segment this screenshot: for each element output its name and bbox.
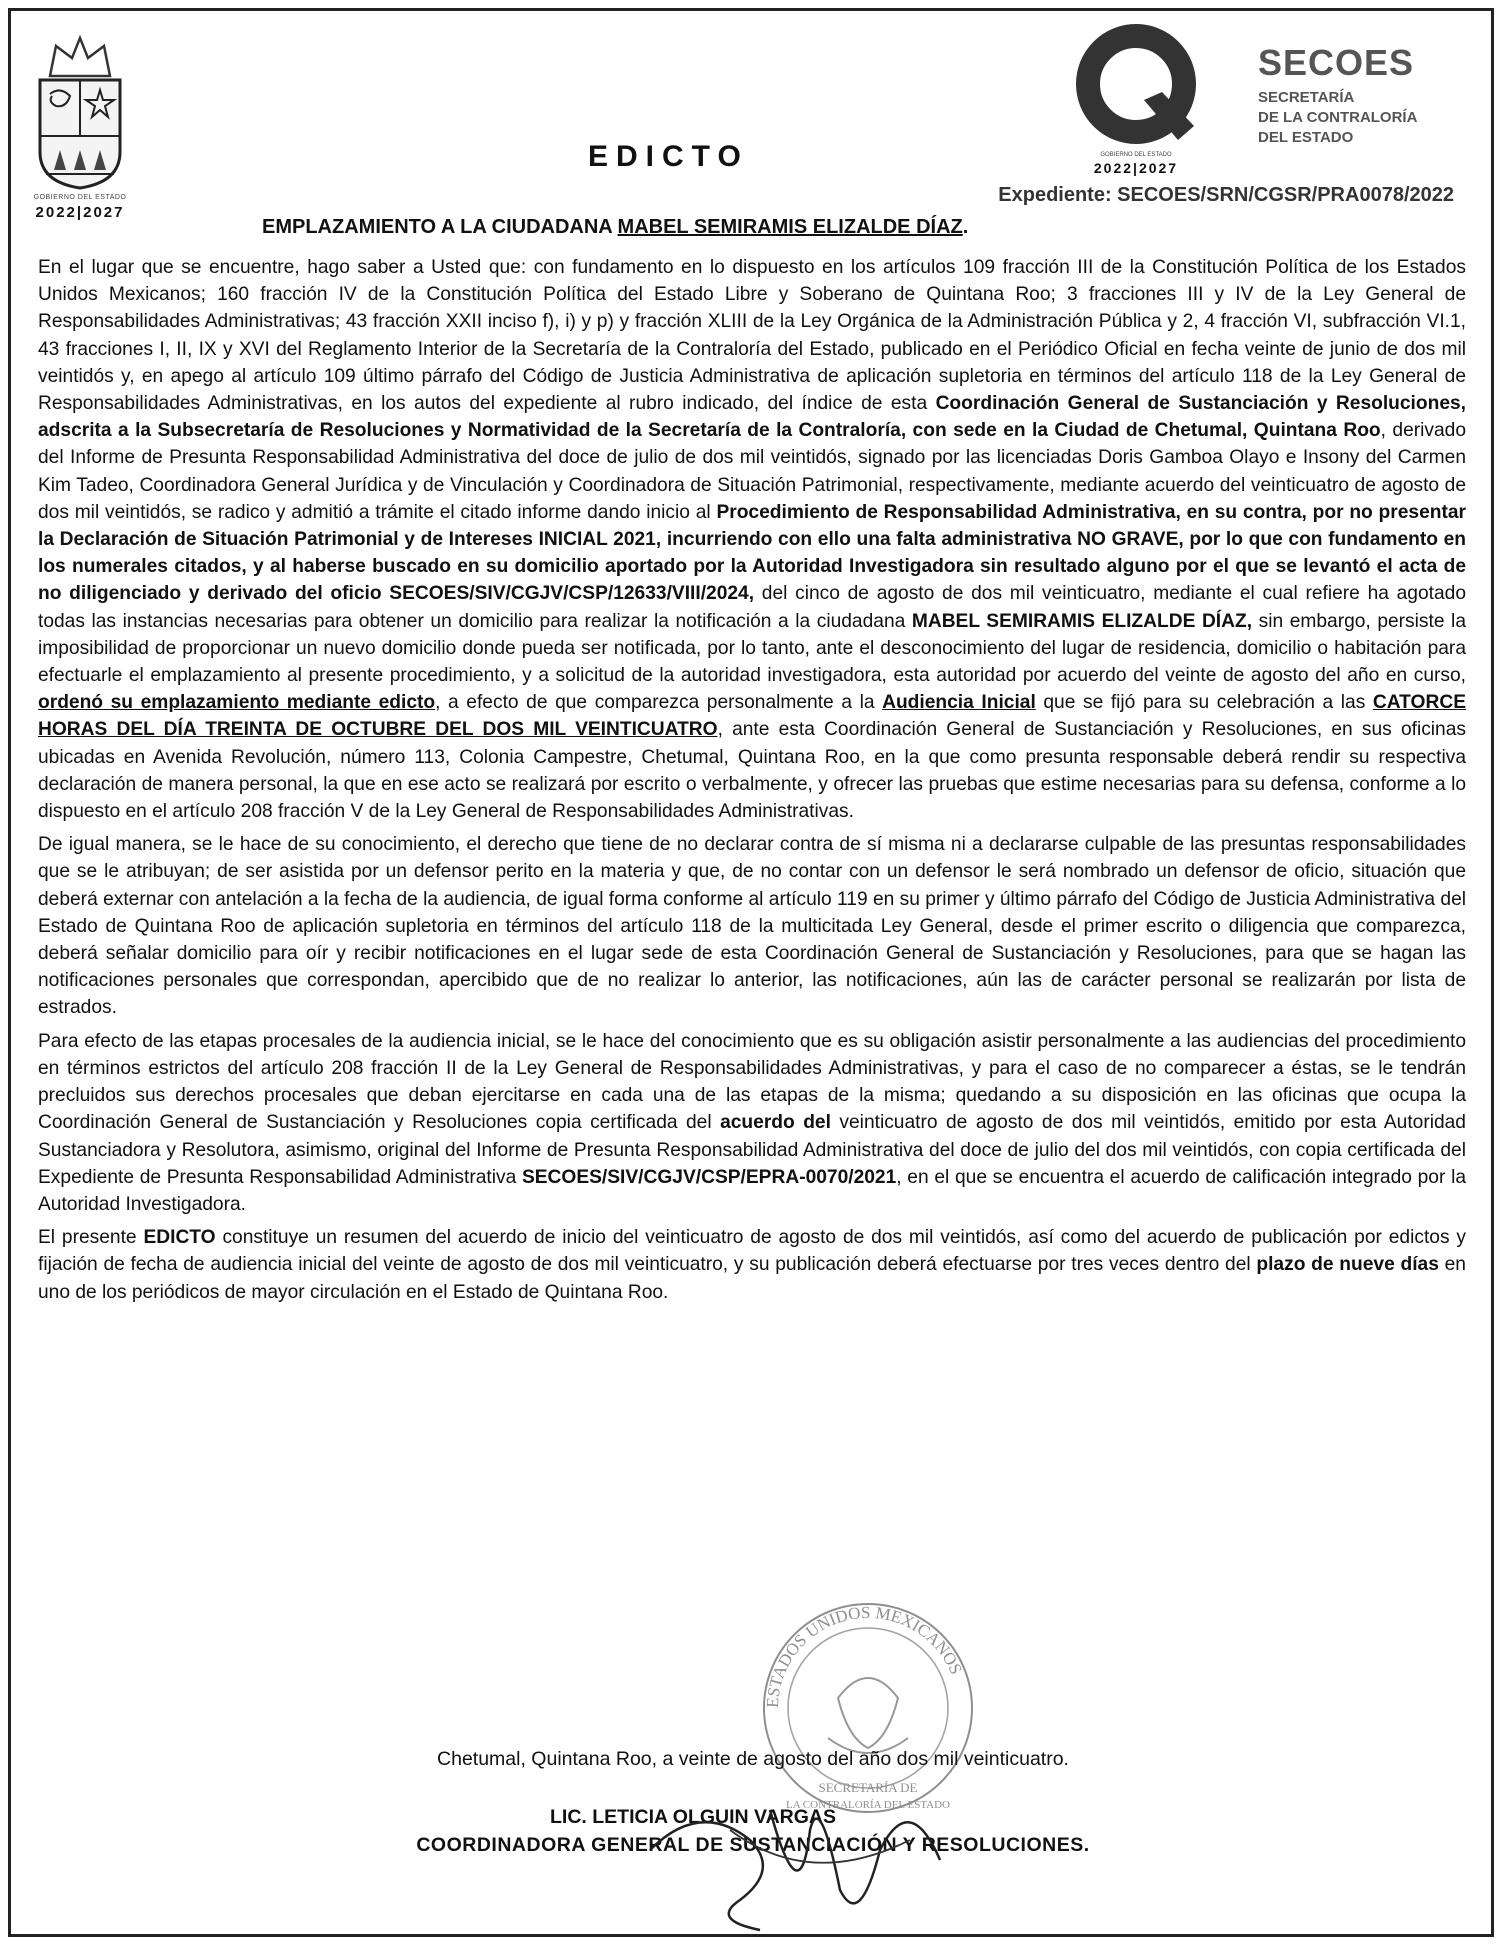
brand-line-2: DE LA CONTRALORÍA [1258, 109, 1418, 126]
p1-text: del cinco de agosto de dos mil veinticuatro, mediante el cual refiere ha agotado todas las instancias necesarias para obtener un domicilio para realizar la notificación a la ciudadana [38, 583, 1466, 632]
svg-text:ESTADOS UNIDOS MEXICANOS [763, 1603, 966, 1708]
p1-bold-office: Coordinación General de Sustanciación y Resoluciones, adscrita a la Subsecretaría de Resoluciones y Normatividad de la Secretaría de la Contraloría, con sede en la Ciudad de Chetumal, Quintana Roo [38, 393, 1467, 442]
state-coat-of-arms-logo [26, 32, 134, 232]
p1-text: , derivado del Informe de Presunta Responsabilidad Administrativa del doce de julio de dos mil veintidós, signado por las licenciadas Doris Gamboa Olayo e Insony del Carmen Kim Tadeo, Coordinadora General Jurídica y de Vinculación y Coordinadora de Situación Patrimonial, respectivamente, mediante acuerdo del veinticuatro de agosto de dos mil veintidós, se radico y admitió a trámite el citado informe dando inicio al [38, 420, 1466, 523]
p1-text: En el lugar que se encuentre, hago saber a Usted que: con fundamento en lo dispuesto en los artículos 109 fracción III de la Constitución Política de los Estados Unidos Mexicanos; 160 fracción IV de la Constitución Política del Estado Libre y Soberano de Quintana Roo; 3 fracciones III y IV de la Ley General de Responsabilidades Administrativas; 43 fracción XXII inciso f), i) y p) y fracción XLIII de la Ley Orgánica de la Administración Pública y 2, 4 fracción VI, subfracción VI.1, 43 fracciones I, II, IX y XVI del Reglamento Interior de la Secretaría de la Contraloría del Estado, publicado en el Periódico Oficial en fecha veinte de junio de dos mil veintidós y, en apego al artículo 109 último párrafo del Código de Justicia Administrativa de aplicación supletoria en términos del artículo 118 de la Ley General de Responsabilidades Administrativas, en los autos del expediente al rubro indicado, del índice de esta [38, 257, 1466, 415]
paragraph-2: De igual manera, se le hace de su conocimiento, el derecho que tiene de no declarar contra de sí misma ni a declararse culpable de las presuntas responsabilidades que se le atribuyan; de ser asistida por un defensor perito en la materia y que, de no contar con un defensor le será nombrado un defensor de oficio, situación que deberá externar con antelación a la fecha de la audiencia, de igual forma conforme al artículo 119 en su primer y último párrafo del Código de Justicia Administrativa del Estado de Quintana Roo de aplicación supletoria en términos del artículo 118 de la multicitada Ley General, desde el primer escrito o diligencia que comparezca, deberá señalar domicilio para oír y recibir notificaciones en el lugar sede de esta Coordinación General de Sustanciación y Resoluciones, para que se hagan las notificaciones personales que correspondan, apercibido que de no realizar lo anterior, las notificaciones, aún las de carácter personal se realizarán por lista de estrados. [38, 834, 1466, 1019]
p1-text: , ante esta Coordinación General de Sustanciación y Resoluciones, en sus oficinas ubicadas en Avenida Revolución, número 113, Colonia Campestre, Chetumal, Quintana Roo, en la que como presunta responsable deberá rendir su respectiva declaración de manera personal, la que en ese acto se realizará por escrito o verbalmente, y ofrecer las pruebas que estime necesarias para su defensa, conforme a lo dispuesto en el artículo 208 fracción V de la Ley General de Responsabilidades Administrativas. [38, 719, 1466, 823]
brand-name: SECOES [1258, 42, 1415, 83]
heading-suffix: . [962, 216, 969, 238]
signatory-name: LIC. LETICIA OLGUIN VARGAS [550, 1806, 836, 1828]
heading-citizen-name: MABEL SEMIRAMIS ELIZALDE DÍAZ [617, 216, 963, 238]
government-q-logo [1066, 22, 1206, 176]
p3-bold: acuerdo del [720, 1112, 831, 1134]
seal-bottom-text: LA CONTRALORÍA DEL ESTADO [785, 1799, 951, 1811]
left-logo-tagline: GOBIERNO DEL ESTADO [33, 194, 127, 201]
brand-line-3: DEL ESTADO [1258, 129, 1354, 146]
p1-underlined-datetime: CATORCE HORAS DEL DÍA TREINTA DE OCTUBRE DEL DOS MIL VEINTICUATRO [38, 692, 1466, 741]
left-logo-year: 2022|2027 [35, 204, 125, 221]
paragraph-3 [38, 1028, 1466, 1218]
seal-mid-text: SECRETARÍA DE [818, 1780, 918, 1795]
heading-prefix: EMPLAZAMIENTO A LA CIUDADANA [262, 216, 618, 238]
paragraph-4 [38, 1224, 1466, 1306]
p4-text: constituye un resumen del acuerdo de inicio del veinticuatro de agosto de dos mil veintidós, así como del acuerdo de publicación por edictos y fijación de fecha de audiencia inicial del veinte de agosto de dos mil veinticuatro, y su publicación deberá efectuarse por tres veces dentro del [38, 1227, 1466, 1276]
q-logo-tagline: GOBIERNO DEL ESTADO [1100, 152, 1172, 158]
p4-bold-term: plazo de nueve días [1256, 1254, 1439, 1276]
coat-of-arms-icon [26, 32, 134, 192]
p1-text: , a efecto de que comparezca personalmente a la [435, 692, 883, 714]
p1-text: que se fijó para su celebración a las [1035, 692, 1373, 714]
summons-heading [262, 216, 968, 239]
p3-text: Para efecto de las etapas procesales de la audiencia inicial, se le hace del conocimiento que es su obligación asistir personalmente a las audiencias del procedimiento en términos estrictos del artículo 208 fracción II de la Ley General de Responsabilidades Administrativas, y para el caso de no comparecer a éstas, se le tendrán precluidos sus derechos procesales que deban ejercitarse en cada una de las etapas de la misma; quedando a su disposición en las oficinas que ocupa la Coordinación General de Sustanciación y Resoluciones copia certificada del [38, 1030, 1466, 1134]
p1-underlined-hearing: Audiencia Inicial [882, 692, 1036, 714]
p3-text: veinticuatro de agosto de dos mil veintidós, emitido por esta Autoridad Sustanciadora y Resolutora, asimismo, original del Informe de Presunta Responsabilidad Administrativa del doce de julio del dos mil veintidós, con copia certificada del Expediente de Presunta Responsabilidad Administrativa [38, 1112, 1466, 1188]
q-logo-year: 2022|2027 [1093, 160, 1179, 176]
seal-arc-text: ESTADOS UNIDOS MEXICANOS [762, 1602, 966, 1709]
signatory-role: COORDINADORA GENERAL DE SUSTANCIACIÓN Y RESOLUCIONES. [416, 1834, 1090, 1856]
p3-text: , en el que se encuentra el acuerdo de calificación integrado por la Autoridad Investigadora. [38, 1166, 1466, 1215]
p3-bold-expediente: SECOES/SIV/CGJV/CSP/EPRA-0070/2021 [521, 1166, 897, 1188]
document-title: EDICTO [588, 140, 749, 173]
p1-text: sin embargo, persiste la imposibilidad de proporcionar un nuevo domicilio donde pueda ser notificada, por lo tanto, ante el desconocimiento del lugar de residencia, domicilio o habitación para efectuarle el emplazamiento al presente procedimiento, y a solicitud de la autoridad investigadora, esta autoridad por acuerdo del veinte de agosto del año en curso, [38, 610, 1466, 687]
q-emblem-icon [1066, 22, 1206, 150]
handwritten-signature-icon [610, 1770, 990, 1940]
edict-body [38, 254, 1466, 1312]
place-and-date: Chetumal, Quintana Roo, a veinte de agosto del año dos mil veinticuatro. [437, 1748, 1069, 1770]
p4-text: El presente [38, 1227, 144, 1249]
secoes-brand [1258, 42, 1478, 148]
brand-line-1: SECRETARÍA [1258, 89, 1355, 106]
p4-bold-edicto: EDICTO [143, 1227, 216, 1249]
p1-bold-procedure: Procedimiento de Responsabilidad Administrativa, en su contra, por no presentar la Declaración de Situación Patrimonial y de Intereses INICIAL 2021, incurriendo con ello una falta administrativa NO GRAVE, por lo que con fundamento en los numerales citados, y al haberse buscado en su domicilio aportado por la Autoridad Investigadora sin resultado alguno por el que se levantó el acta de no diligenciado y derivado del oficio SECOES/SIV/CGJV/CSP/12633/VIII/2024, [38, 501, 1466, 605]
case-number: Expediente: SECOES/SRN/CGSR/PRA0078/2022 [998, 184, 1454, 206]
p1-bold-name: MABEL SEMIRAMIS ELIZALDE DÍAZ, [911, 610, 1253, 632]
brand-subtitle [1258, 88, 1478, 148]
paragraph-1 [38, 254, 1466, 825]
p4-text: en uno de los periódicos de mayor circulación en el Estado de Quintana Roo. [38, 1254, 1466, 1303]
p1-underlined-order: ordenó su emplazamiento mediante edicto [38, 692, 436, 714]
